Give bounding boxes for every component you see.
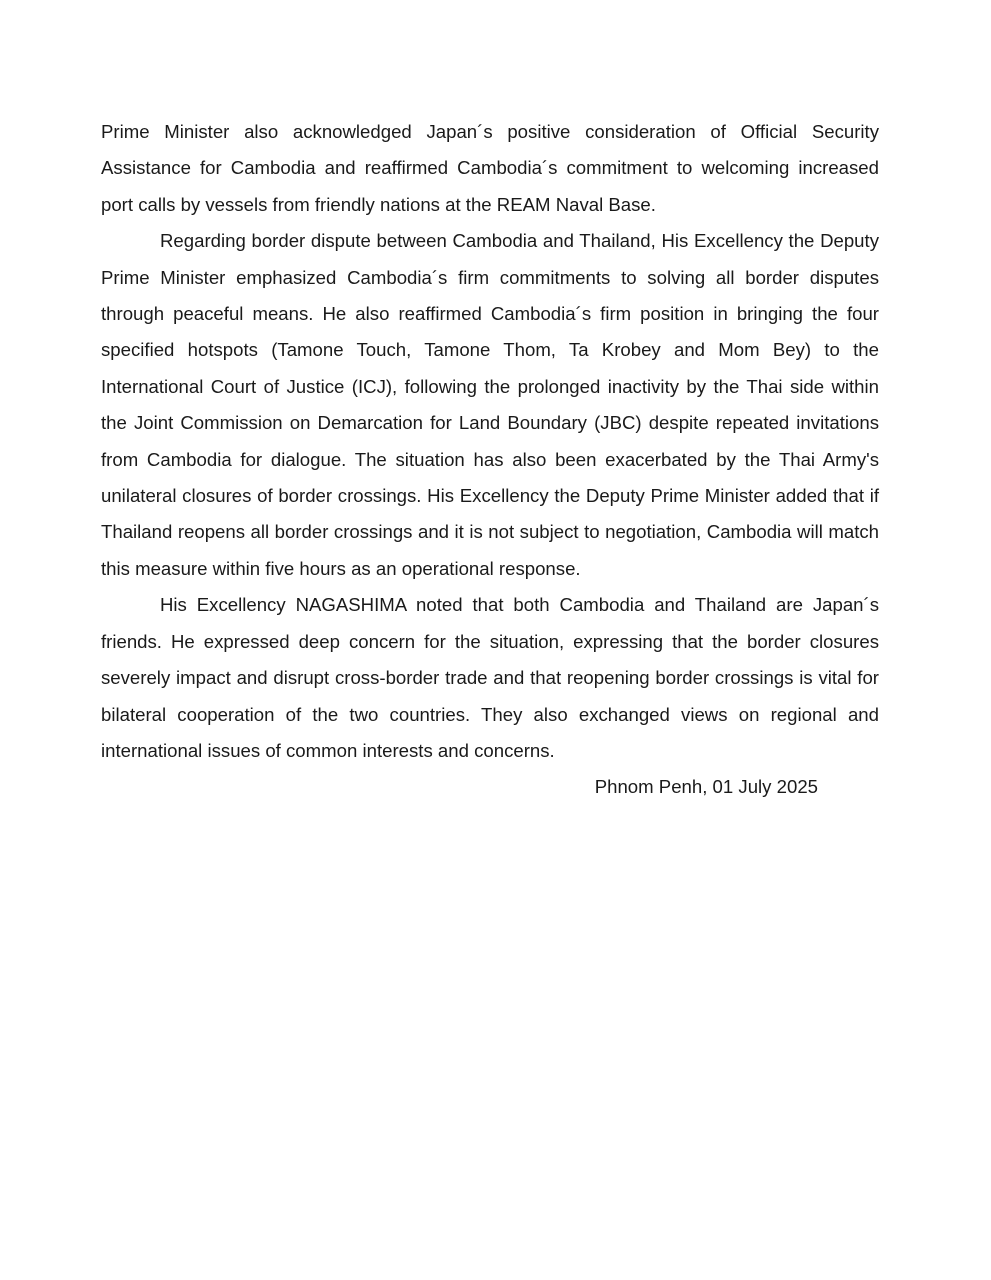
document-body [101, 114, 879, 806]
paragraph-nagashima-remarks: His Excellency NAGASHIMA noted that both Cambodia and Thailand are Japan´s friends. He expressed deep concern for the situation, expressing that the border closures severely impact and disrupt cross-border trade and that reopening border crossings is vital for bilateral cooperation of the two countries. They also exchanged views on regional and international issues of common interests and concerns. [101, 594, 879, 761]
place-date-signoff: Phnom Penh, 01 July 2025 [594, 776, 818, 798]
paragraph-border-dispute: Regarding border dispute between Cambodia and Thailand, His Excellency the Deputy Prime Minister emphasized Cambodia´s firm commitments to solving all border disputes through peaceful means. He also reaffirmed Cambodia´s firm position in bringing the four specified hotspots (Tamone Touch, Tamone Thom, Ta Krobey and Mom Bey) to the International Court of Justice (ICJ), following the prolonged inactivity by the Thai side within the Joint Commission on Demarcation for Land Boundary (JBC) despite repeated invitations from Cambodia for dialogue. The situation has also been exacerbated by the Thai Army's unilateral closures of border crossings. His Excellency the Deputy Prime Minister added that if Thailand reopens all border crossings and it is not subject to negotiation, Cambodia will match this measure within five hours as an operational response. [101, 230, 879, 579]
paragraph-security-assistance: Prime Minister also acknowledged Japan´s positive consideration of Official Security Assistance for Cambodia and reaffirmed Cambodia´s commitment to welcoming increased port calls by vessels from friendly nations at the REAM Naval Base. [101, 121, 879, 215]
